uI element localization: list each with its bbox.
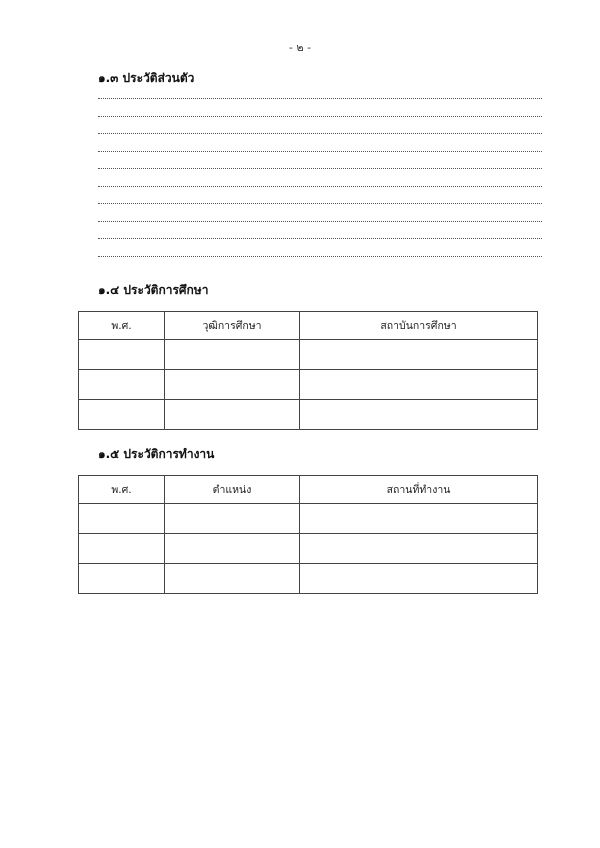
education-cell-year[interactable] <box>79 400 165 430</box>
education-header-row <box>79 312 538 340</box>
work-cell-year[interactable] <box>79 504 165 534</box>
dotted-write-line[interactable] <box>98 203 542 204</box>
education-title: ๑.๔ ประวัติการศึกษา <box>98 283 209 297</box>
table-row <box>79 504 538 534</box>
table-row <box>79 400 538 430</box>
education-cell-institution[interactable] <box>300 340 538 370</box>
work-table <box>78 475 538 594</box>
work-cell-position[interactable] <box>165 564 300 594</box>
education-section <box>98 282 542 298</box>
education-cell-institution[interactable] <box>300 400 538 430</box>
dotted-write-line[interactable] <box>98 151 542 152</box>
work-cell-position[interactable] <box>165 504 300 534</box>
education-col-institution: สถาบันการศึกษา <box>300 312 538 340</box>
dotted-write-line[interactable] <box>98 133 542 134</box>
education-cell-degree[interactable] <box>165 370 300 400</box>
work-cell-position[interactable] <box>165 534 300 564</box>
work-col-year: พ.ศ. <box>79 476 165 504</box>
personal-history-title: ๑.๓ ประวัติส่วนตัว <box>98 71 195 85</box>
work-title: ๑.๕ ประวัติการทำงาน <box>98 447 215 461</box>
education-table <box>78 311 538 430</box>
table-row <box>79 340 538 370</box>
work-cell-year[interactable] <box>79 534 165 564</box>
work-header-row <box>79 476 538 504</box>
dotted-write-line[interactable] <box>98 221 542 222</box>
education-cell-institution[interactable] <box>300 370 538 400</box>
dotted-write-line[interactable] <box>98 98 542 99</box>
education-cell-degree[interactable] <box>165 400 300 430</box>
dotted-write-line[interactable] <box>98 186 542 187</box>
work-cell-workplace[interactable] <box>300 504 538 534</box>
dotted-write-line[interactable] <box>98 168 542 169</box>
education-col-degree: วุฒิการศึกษา <box>165 312 300 340</box>
education-cell-degree[interactable] <box>165 340 300 370</box>
education-cell-year[interactable] <box>79 340 165 370</box>
work-col-workplace: สถานที่ทำงาน <box>300 476 538 504</box>
work-col-position: ตำแหน่ง <box>165 476 300 504</box>
table-row <box>79 534 538 564</box>
work-cell-workplace[interactable] <box>300 564 538 594</box>
dotted-write-line[interactable] <box>98 116 542 117</box>
table-row <box>79 564 538 594</box>
dotted-write-line[interactable] <box>98 238 542 239</box>
personal-history-lines <box>98 98 542 257</box>
education-col-year: พ.ศ. <box>79 312 165 340</box>
work-section <box>98 446 542 462</box>
personal-history-section <box>98 70 542 257</box>
work-cell-year[interactable] <box>79 564 165 594</box>
education-cell-year[interactable] <box>79 370 165 400</box>
table-row <box>79 370 538 400</box>
page-number: - ๒ - <box>288 41 312 54</box>
dotted-write-line[interactable] <box>98 256 542 257</box>
work-cell-workplace[interactable] <box>300 534 538 564</box>
